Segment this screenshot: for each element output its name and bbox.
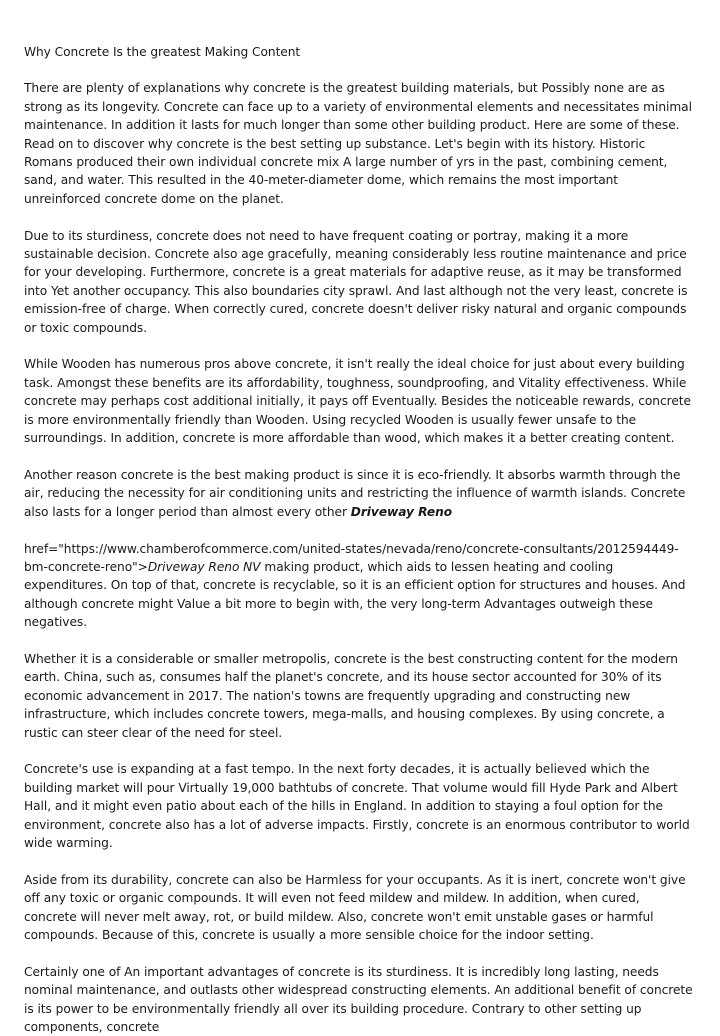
paragraph-9: Certainly one of An important advantages of concrete is its sturdiness. It is incredibly long lasting, needs nominal maintenance, and outlasts other widespread constructing elements. An additional benefit of concrete is its power to be environmentally friendly all over its building procedure. Contrary to other setting up components, concrete xyxy=(24,964,693,1034)
paragraph-4-text: Another reason concrete is the best making product is since it is eco-friendly. It absorbs warmth through the air, reducing the necessity for air conditioning units and restricting the influence of warmth islands. Concrete also lasts for a longer period than almost every other xyxy=(24,467,686,519)
paragraph-5 xyxy=(24,540,696,632)
article-title: Why Concrete Is the greatest Making Content xyxy=(24,45,301,59)
paragraph-2: Due to its sturdiness, concrete does not need to have frequent coating or portray, making it a more sustainable decision. Concrete also age gracefully, meaning considerably less routine maintenance and price for your developing. Furthermore, concrete is a great materials for adaptive reuse, as it may be transformed into Yet another occupancy. This also boundaries city sprawl. And last although not the very least, concrete is emission-free of charge. When correctly cured, concrete doesn't deliver risky natural and organic compounds or toxic compounds. xyxy=(24,228,688,335)
paragraph-8: Aside from its durability, concrete can also be Harmless for your occupants. As it is inert, concrete won't give off any toxic or organic compounds. It will even not feed mildew and mildew. In addition, when cured, concrete will never melt away, rot, or build mildew. Also, concrete won't emit unstable gases or harmful compounds. Because of this, concrete is usually a more sensible choice for the indoor setting. xyxy=(24,872,686,942)
paragraph-6: Whether it is a considerable or smaller metropolis, concrete is the best constructing content for the modern earth. China, such as, consumes half the planet's concrete, and its house sector accounted for 30% of its economic advancement in 2017. The nation's towns are frequently upgrading and constructing new infrastructure, which includes concrete towers, mega-malls, and housing complexes. By using concrete, a rustic can steer clear of the need for steel. xyxy=(24,651,678,740)
paragraph-7: Concrete's use is expanding at a fast tempo. In the next forty decades, it is actually believed which the building market will pour Virtually 19,000 bathtubs of concrete. That volume would fill Hyde Park and Albert Hall, and it might even patio about each of the hills in England. In addition to staying a foul option for the environment, concrete also has a lot of adverse impacts. Firstly, concrete is an enormous contributor to world wide warming. xyxy=(24,762,690,850)
paragraph-4 xyxy=(24,466,696,521)
paragraph-5-text-a: href="https://www.chamberofcommerce.com/united-states/nevada/reno/concrete-consultants/2012594449-bm-concrete-reno"> xyxy=(24,541,679,574)
driveway-reno-nv-link[interactable]: Driveway Reno NV xyxy=(147,559,261,574)
driveway-reno-link[interactable]: Driveway Reno xyxy=(350,504,453,519)
paragraph-1: There are plenty of explanations why concrete is the greatest building materials, but Possibly none are as strong as its longevity. Concrete can face up to a variety of environmental elements and necessitates minimal maintenance. In addition it lasts for much longer than some other building product. Here are some of these. Read on to discover why concrete is the best setting up substance. Let's begin with its history. Historic Romans produced their own individual concrete mix A large number of yrs in the past, combining cement, sand, and water. This resulted in the 40-meter-diameter dome, which remains the most important unreinforced concrete dome on the planet. xyxy=(24,81,692,206)
paragraph-5-text-b: making product, which aids to lessen heating and cooling expenditures. On top of that, concrete is recyclable, so it is an efficient option for structures and houses. And although concrete might Value a bit more to begin with, the very long-term Advantages outweigh these negatives. xyxy=(24,559,686,630)
paragraph-3: While Wooden has numerous pros above concrete, it isn't really the ideal choice for just about every building task. Amongst these benefits are its affordability, toughness, soundproofing, and Vitality effectiveness. While concrete may perhaps cost additional initially, it pays off Eventually. Besides the noticeable rewards, concrete is more environmentally friendly than Wooden. Using recycled Wooden is usually fewer unsafe to the surroundings. In addition, concrete is more affordable than wood, which makes it a better creating content. xyxy=(24,357,691,446)
